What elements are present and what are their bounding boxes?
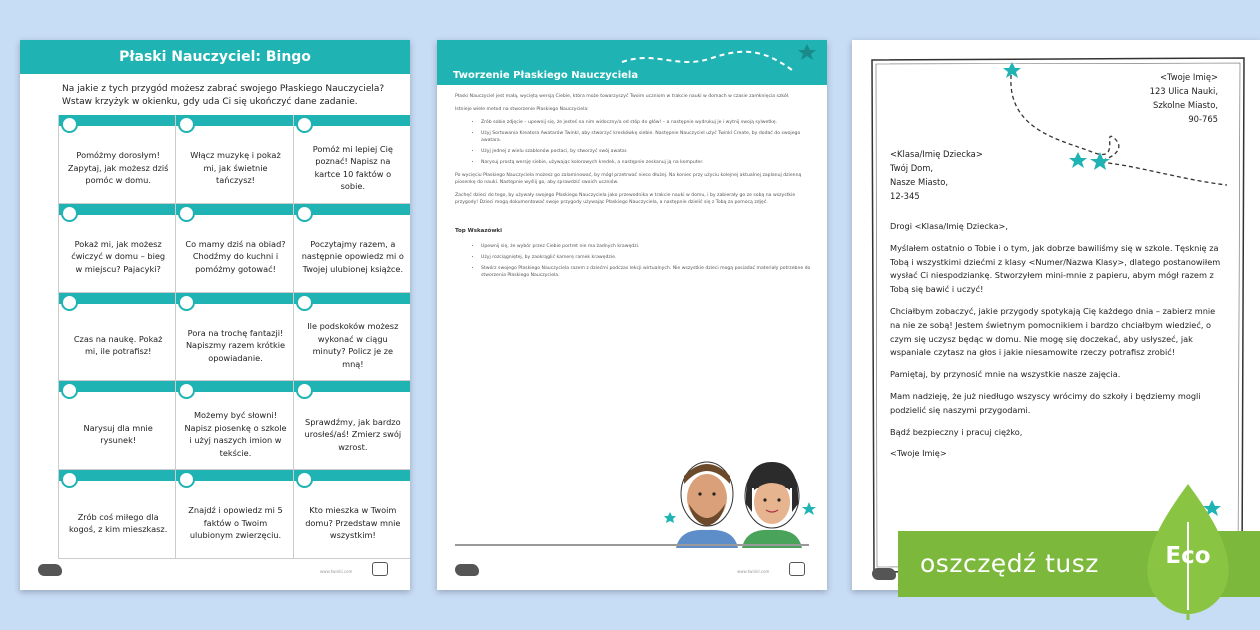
instructions-paragraph: Istnieje wiele metod na stworzenie Płaskiego Nauczyciela: <box>455 107 589 112</box>
letter-paragraph: Mam nadzieję, że już niedługo wszyscy wrócimy do szkoły i będziemy mogli podzielić się naszymi przygodami. <box>890 390 1201 415</box>
method-list <box>481 119 815 166</box>
bingo-cell-text: Narysuj dla mnie rysunek! <box>83 422 153 446</box>
letter-signoff: <Twoje Imię> <box>890 448 947 459</box>
instructions-page <box>437 40 827 590</box>
address-line: 12-345 <box>890 191 920 201</box>
twinkl-logo <box>455 564 479 576</box>
letter-paragraph: Pamiętaj, by przynosić mnie na wszystkie nasze zajęcia. <box>890 369 1121 380</box>
address-line: 123 Ulica Nauki, <box>1149 86 1218 96</box>
bingo-cell-text: Pomóżmy dorosłym! Zapytaj, jak możesz dziś pomóc w domu. <box>67 150 169 186</box>
list-item: • Stwórz swojego Płaskiego Nauczyciela razem z dziećmi podczas lekcji wirtualnych. Nie wszystkie dzieci mogą posiadać materiały potrzebne do stworzenia Płaskiego Nauczyciela. <box>481 265 815 279</box>
eco-leaf-label: Eco <box>1165 543 1211 569</box>
instructions-title: Tworzenie Płaskiego Nauczyciela <box>453 70 639 81</box>
checkbox-circle-icon[interactable] <box>178 205 195 222</box>
bingo-cell-text: Zrób coś miłego dla kogoś, z kim mieszkasz. <box>69 511 168 535</box>
recipient-address <box>890 147 983 203</box>
print-icon <box>789 562 805 576</box>
checkbox-circle-icon[interactable] <box>178 471 195 488</box>
checkbox-circle-icon[interactable] <box>296 382 313 399</box>
list-item: • Narysuj prostą wersję siebie, używając kolorowych kredek, a następnie zeskanuj ją na komputer. <box>481 159 815 166</box>
eco-banner-text: oszczędź tusz <box>920 549 1099 578</box>
letter-paragraph: Bądź bezpieczny i pracuj ciężko, <box>890 426 1023 437</box>
address-line: Nasze Miasto, <box>890 177 949 187</box>
instructions-paragraph: Płaski Nauczyciel jest małą, wyciętą wersją Ciebie, która może towarzyszyć Twoim uczniom w trakcie nauki w domach w czasie zamknięcia szkół. <box>455 94 790 99</box>
page-divider <box>455 544 809 546</box>
bingo-cell-text: Pomóż mi lepiej Cię poznać! Napisz na kartce 10 faktów o sobie. <box>312 143 393 192</box>
bingo-cell[interactable] <box>59 293 176 382</box>
footer-url: www.twinkl.com <box>320 569 353 574</box>
bingo-cell[interactable] <box>176 293 293 382</box>
tips-heading: Top Wskazówki <box>455 228 502 234</box>
letter-greeting: Drogi <Klasa/Imię Dziecka>, <box>890 221 1008 231</box>
bingo-cell[interactable] <box>294 470 410 559</box>
sender-address <box>1150 70 1218 126</box>
teacher-characters-illustration <box>662 452 822 548</box>
checkbox-circle-icon[interactable] <box>61 471 78 488</box>
bingo-cell-text: Poczytajmy razem, a następnie opowiedz mi o Twojej ulubionej książce. <box>301 238 404 274</box>
address-line: <Klasa/Imię Dziecka> <box>890 149 983 159</box>
print-icon <box>372 562 388 576</box>
bingo-cell[interactable] <box>294 381 410 470</box>
bingo-grid <box>58 115 410 559</box>
bingo-cell-text: Włącz muzykę i pokaż mi, jak świetnie tańczysz! <box>190 150 281 186</box>
checkbox-circle-icon[interactable] <box>296 294 313 311</box>
bingo-cell-text: Co mamy dziś na obiad? Chodźmy do kuchni i pomóżmy gotować! <box>185 238 286 274</box>
checkbox-circle-icon[interactable] <box>61 116 78 133</box>
list-item: • Użyj rozciągniętej, by zaokrąglić kamerę ramek krawędzie. <box>481 254 815 261</box>
bingo-cell-text: Pokaż mi, jak możesz ćwiczyć w domu – bieg w miejscu? Pajacyki? <box>71 238 166 274</box>
bingo-cell[interactable] <box>294 204 410 293</box>
footer-url: www.twinkl.com <box>737 569 770 574</box>
address-line: 90-765 <box>1188 114 1218 124</box>
address-line: Twój Dom, <box>890 163 934 173</box>
bingo-cell-text: Czas na naukę. Pokaż mi, ile potrafisz! <box>73 333 163 357</box>
checkbox-circle-icon[interactable] <box>178 116 195 133</box>
bingo-cell[interactable] <box>59 204 176 293</box>
list-item: • Upewnij się, że wybór przez Ciebie portret nie ma żadnych krawędzi. <box>481 243 815 250</box>
checkbox-circle-icon[interactable] <box>61 205 78 222</box>
bingo-cell-text: Znajdź i opowiedz mi 5 faktów o Twoim ulubionym zwierzęciu. <box>188 505 283 541</box>
checkbox-circle-icon[interactable] <box>296 116 313 133</box>
checkbox-circle-icon[interactable] <box>178 382 195 399</box>
letter-body <box>890 220 1225 469</box>
checkbox-circle-icon[interactable] <box>296 205 313 222</box>
bingo-cell-text: Możemy być słowni! Napisz piosenkę o szkole i użyj naszych imion w tekście. <box>184 410 287 458</box>
list-item: • Zrób sobie zdjęcie – upewnij się, że jesteś na nim widoczny/a od stóp do głów! – a następnie wydrukuj je i wytnij swoją sylwetkę. <box>481 119 815 126</box>
bingo-cell[interactable] <box>176 381 293 470</box>
bingo-cell-text: Ile podskoków możesz wykonać w ciągu minuty? Policz je ze mną! <box>307 321 399 369</box>
instructions-paragraph: Zachęć dzieci do tego, by używały swojego Płaskiego Nauczyciela jako przewodnika w trakcie nauki w domu, i by zabierały go ze sobą na wszystkie przygody! Dzieci mogą dokumentować swoje przygody używając Płaskiego Nauczyciela, a następnie dzielić się z Tobą za pomocą zdjęć. <box>455 193 796 205</box>
bingo-cell[interactable] <box>294 115 410 204</box>
bingo-cell[interactable] <box>176 204 293 293</box>
bingo-cell[interactable] <box>176 115 293 204</box>
bingo-cell[interactable] <box>176 470 293 559</box>
bingo-intro: Na jakie z tych przygód możesz zabrać swojego Płaskiego Nauczyciela? Wstaw krzyżyk w okienku, gdy uda Ci się ukończyć dane zadanie. <box>62 84 385 107</box>
letter-paragraph: Myślałem ostatnio o Tobie i o tym, jak dobrze bawiliśmy się w szkole. Tęsknię za Tobą i wszystkimi dziećmi z klasy <Numer/Nazwa Klasy>, dlatego postanowiłem wysłać Ci niespodziankę. Stworzyłem mini-mnie z papieru, abym mógł razem z Tobą się bawić i uczyć! <box>890 242 1221 295</box>
bingo-page <box>20 40 410 590</box>
list-item: • Użyj jednej z wielu szablonów postaci, by stworzyć swój awatar. <box>481 148 815 155</box>
dashed-path-decoration <box>617 40 827 85</box>
bingo-cell[interactable] <box>59 470 176 559</box>
checkbox-circle-icon[interactable] <box>61 294 78 311</box>
bingo-cell-text: Kto mieszka w Twoim domu? Przedstaw mnie wszystkim! <box>305 505 401 541</box>
checkbox-circle-icon[interactable] <box>178 294 195 311</box>
bingo-cell-text: Sprawdźmy, jak bardzo urosłeś/aś! Zmierz swój wzrost. <box>304 416 402 452</box>
checkbox-circle-icon[interactable] <box>296 471 313 488</box>
bingo-cell-text: Pora na trochę fantazji! Napiszmy razem krótkie opowiadanie. <box>185 327 286 363</box>
twinkl-logo <box>872 568 896 580</box>
list-item: • Użyj Sortowania Kreatora Awatarów Twinkl, aby stworzyć kreskówkę siebie. Następnie Nauczyciel użyć Twinkl Create, by dodać do swojego awatara. <box>481 130 815 144</box>
bingo-cell[interactable] <box>59 381 176 470</box>
instructions-paragraph: Po wycięciu Płaskiego Nauczyciela możesz go zalaminować, by mógł przetrwać nieco dłużej. Na koniec przy użyciu kolejnej aktualnej zaplanuj dzienną piosenkę do nauki. Następnie wyślij go, aby sprawdzić swoich uczniów. <box>455 173 802 185</box>
letter-paragraph: Chciałbym zobaczyć, jakie przygody spotykają Cię każdego dnia – zabierz mnie na nie ze sobą! Jestem świetnym pomocnikiem i bardzo chciałbym wiedzieć, o czym się uczysz będąc w domu. Nie mogę się doczekać, aby usłyszeć, jak wspaniale czytasz na głos i jakie niesamowite rzeczy potrafisz zrobić! <box>890 305 1216 358</box>
tips-list <box>481 243 815 279</box>
checkbox-circle-icon[interactable] <box>61 382 78 399</box>
bingo-cell[interactable] <box>294 293 410 382</box>
instructions-body <box>455 93 815 285</box>
address-line: <Twoje Imię> <box>1160 72 1218 82</box>
bingo-title: Płaski Nauczyciel: Bingo <box>20 40 410 74</box>
twinkl-logo <box>38 564 62 576</box>
bingo-cell[interactable] <box>59 115 176 204</box>
address-line: Szkolne Miasto, <box>1153 100 1218 110</box>
